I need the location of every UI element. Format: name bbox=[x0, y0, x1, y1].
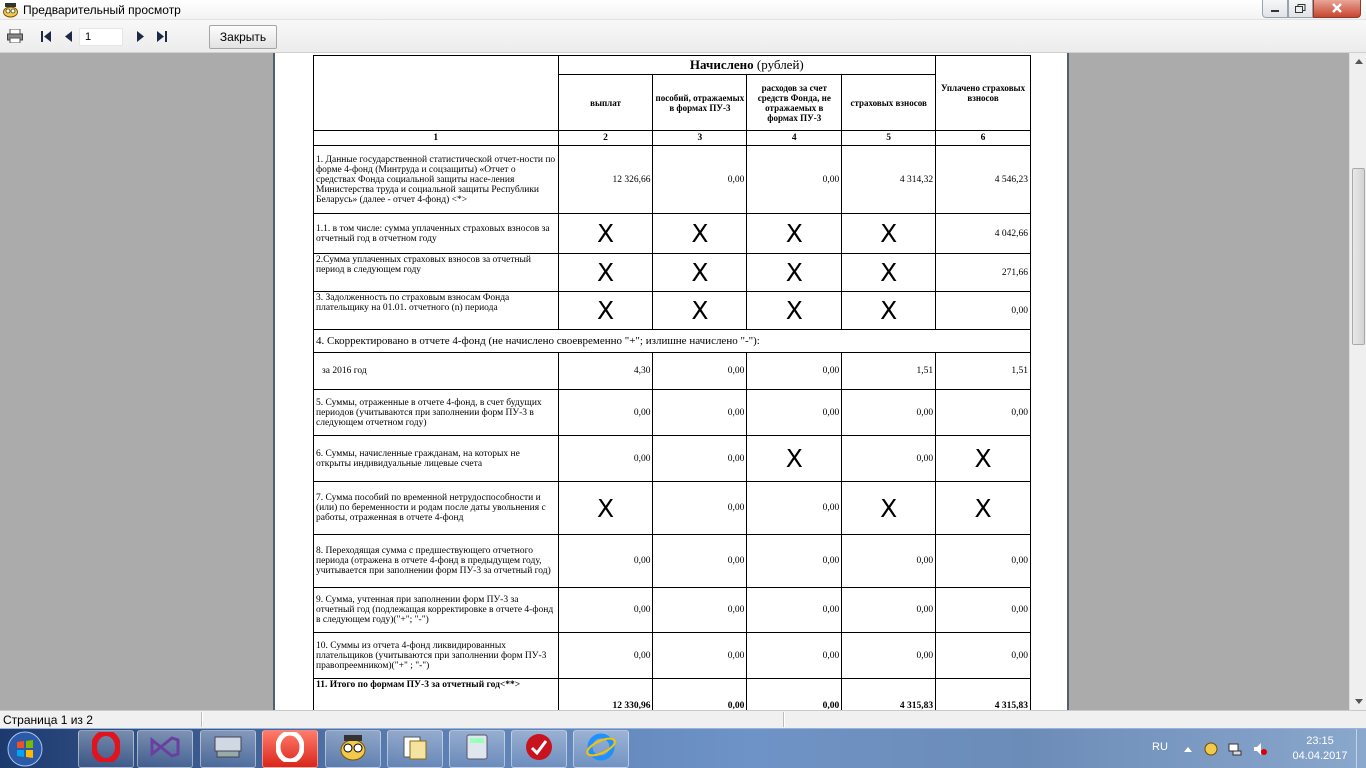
cell-value: 4 546,23 bbox=[936, 146, 1031, 214]
cell-value: 0,00 bbox=[747, 353, 842, 390]
printer-icon[interactable] bbox=[7, 29, 23, 43]
taskbar-visual-studio[interactable] bbox=[137, 730, 193, 768]
cell-value: 0,00 bbox=[936, 390, 1031, 436]
close-preview-button[interactable]: Закрыть bbox=[209, 25, 277, 49]
row-label: 3. Задолженность по страховым взносам Фонда плательщику на 01.01. отчетного (n) периода bbox=[314, 292, 559, 330]
taskbar-clock[interactable] bbox=[1290, 734, 1350, 764]
table-row bbox=[314, 353, 1031, 390]
clock-date: 04.04.2017 bbox=[1292, 750, 1348, 762]
cell-value: 0,00 bbox=[653, 146, 747, 214]
page-info: Страница 1 из 2 bbox=[3, 713, 93, 727]
cell-value: 12 326,66 bbox=[558, 146, 653, 214]
cross-mark: X bbox=[747, 214, 842, 254]
cell-value: 0,00 bbox=[936, 292, 1031, 330]
row-label: 8. Переходящая сумма с предшествующего отчетного периода (отражена в отчете 4-фонд в предыдущем году, учитывается при заполнении форм ПУ-3 за отчетный год) bbox=[314, 535, 559, 588]
cell-value: 0,00 bbox=[558, 390, 653, 436]
col-index: 3 bbox=[653, 131, 747, 146]
cell-value: 4 042,66 bbox=[936, 214, 1031, 254]
cross-mark: X bbox=[558, 214, 653, 254]
cell-value: 0,00 bbox=[653, 588, 747, 633]
volume-muted-icon[interactable] bbox=[1253, 742, 1267, 756]
cell-value: 0,00 bbox=[842, 588, 936, 633]
cell-value: 0,00 bbox=[747, 482, 842, 535]
opera-icon bbox=[276, 732, 304, 767]
calculator-icon bbox=[465, 733, 489, 766]
row-label: 11. Итого по формам ПУ-3 за отчетный год<**> bbox=[314, 679, 559, 711]
cell-value: 0,00 bbox=[653, 390, 747, 436]
cell-value: 0,00 bbox=[842, 535, 936, 588]
cell-value: 1,51 bbox=[842, 353, 936, 390]
cross-mark: X bbox=[653, 214, 747, 254]
close-icon bbox=[1331, 0, 1343, 18]
taskbar-calculator[interactable] bbox=[449, 730, 505, 768]
row-label: 2.Сумма уплаченных страховых взносов за отчетный период в следующем году bbox=[314, 254, 559, 292]
col-index: 2 bbox=[558, 131, 653, 146]
section-4-heading: 4. Скорректировано в отчете 4-фонд (не начислено своевременно "+"; излишне начислено "-"): bbox=[314, 330, 1031, 353]
cross-mark: X bbox=[558, 292, 653, 330]
first-page-icon[interactable] bbox=[38, 29, 54, 43]
cross-mark: X bbox=[747, 254, 842, 292]
rabbit-app-icon bbox=[2, 2, 19, 18]
cell-value: 271,66 bbox=[936, 254, 1031, 292]
col-index: 4 bbox=[747, 131, 842, 146]
cell-value: 0,00 bbox=[653, 535, 747, 588]
cell-value: 4 315,83 bbox=[936, 679, 1031, 711]
last-page-icon[interactable] bbox=[154, 29, 170, 43]
row-label: 5. Суммы, отраженные в отчете 4-фонд, в счет будущих периодов (учитываются при заполнении форм ПУ-3 в следующем отчетном году) bbox=[314, 390, 559, 436]
preview-viewport[interactable] bbox=[0, 53, 1349, 710]
table-row bbox=[314, 436, 1031, 482]
row-label: 7. Сумма пособий по временной нетрудоспособности и (или) по беременности и родам после даты увольнения с работы, отраженная в отчете 4-фонд bbox=[314, 482, 559, 535]
cell-value: 0,00 bbox=[747, 146, 842, 214]
prev-page-icon[interactable] bbox=[61, 29, 77, 43]
cross-mark: X bbox=[842, 292, 936, 330]
taskbar-opera[interactable] bbox=[78, 730, 134, 768]
header-blank-cell bbox=[314, 56, 559, 131]
header-paid: Уплачено страховых взносов bbox=[936, 56, 1031, 131]
cell-value: 0,00 bbox=[747, 679, 842, 711]
cell-value: 1,51 bbox=[936, 353, 1031, 390]
cell-value: 0,00 bbox=[936, 633, 1031, 679]
cross-mark: X bbox=[558, 482, 653, 535]
cross-mark: X bbox=[747, 292, 842, 330]
cell-value: 0,00 bbox=[558, 633, 653, 679]
table-row bbox=[314, 535, 1031, 588]
windows-start-icon[interactable] bbox=[2, 730, 48, 768]
table-row bbox=[314, 633, 1031, 679]
documents-icon bbox=[400, 733, 430, 766]
cell-value: 0,00 bbox=[653, 482, 747, 535]
col-index: 6 bbox=[936, 131, 1031, 146]
status-divider bbox=[783, 712, 785, 727]
page-number-input[interactable] bbox=[79, 28, 123, 46]
cell-value: 0,00 bbox=[936, 588, 1031, 633]
table-row bbox=[314, 330, 1031, 353]
taskbar bbox=[0, 728, 1366, 768]
row-label: за 2016 год bbox=[314, 353, 559, 390]
keyboard-icon bbox=[213, 735, 243, 764]
table-row bbox=[314, 146, 1031, 214]
cross-mark: X bbox=[747, 436, 842, 482]
row-label: 6. Суммы, начисленные гражданам, на которых не открыты индивидуальные лицевые счета bbox=[314, 436, 559, 482]
cross-mark: X bbox=[558, 254, 653, 292]
table-row bbox=[314, 390, 1031, 436]
scroll-up-icon[interactable] bbox=[1350, 53, 1366, 70]
header-fund-expenses: расходов за счет средств Фонда, не отражаемых в формах ПУ-3 bbox=[747, 75, 842, 131]
cell-value: 4 314,32 bbox=[842, 146, 936, 214]
cell-value: 0,00 bbox=[653, 353, 747, 390]
row-label: 1. Данные государственной статистической отчет-ности по форме 4-фонд (Минтруда и соцзащиты) «Отчет о средствах Фонда социальной защиты насе-ления Министерства труда и социальной защиты Республики Беларусь» (далее - отчет 4-фонд) <*> bbox=[314, 146, 559, 214]
tray-app-icon[interactable] bbox=[1204, 742, 1218, 756]
header-benefits: пособий, отражаемых в формах ПУ-3 bbox=[653, 75, 747, 131]
cross-mark: X bbox=[842, 482, 936, 535]
network-icon[interactable] bbox=[1228, 742, 1242, 756]
tray-expand-icon[interactable] bbox=[1181, 742, 1195, 756]
report-table bbox=[313, 55, 1031, 710]
acrobat-icon bbox=[524, 732, 554, 767]
cell-value: 0,00 bbox=[842, 390, 936, 436]
col-index: 1 bbox=[314, 131, 559, 146]
minimize-button[interactable] bbox=[1262, 0, 1288, 18]
cross-mark: X bbox=[936, 436, 1031, 482]
cell-value: 0,00 bbox=[747, 390, 842, 436]
vertical-scrollbar[interactable] bbox=[1349, 53, 1366, 710]
header-accrued: Начислено (рублей) bbox=[558, 56, 936, 75]
keyboard-language[interactable]: RU bbox=[1152, 741, 1168, 753]
window-title: Предварительный просмотр bbox=[23, 3, 181, 17]
table-row bbox=[314, 292, 1031, 330]
cell-value: 0,00 bbox=[747, 633, 842, 679]
taskbar-rabbit-app[interactable] bbox=[325, 730, 381, 768]
header-contributions: страховых взносов bbox=[842, 75, 936, 131]
col-index: 5 bbox=[842, 131, 936, 146]
show-desktop-button[interactable] bbox=[1356, 729, 1366, 768]
cell-value: 0,00 bbox=[936, 535, 1031, 588]
table-row bbox=[314, 679, 1031, 711]
taskbar-opera-active[interactable] bbox=[262, 730, 318, 768]
close-window-button[interactable] bbox=[1313, 0, 1361, 18]
cell-value: 0,00 bbox=[747, 535, 842, 588]
status-bar bbox=[0, 710, 1366, 728]
cell-value: 0,00 bbox=[558, 535, 653, 588]
cell-value: 0,00 bbox=[842, 436, 936, 482]
internet-explorer-icon bbox=[586, 732, 616, 767]
taskbar-acrobat[interactable] bbox=[511, 730, 567, 768]
report-page bbox=[273, 53, 1069, 710]
clock-time: 23:15 bbox=[1306, 735, 1334, 747]
cell-value: 4,30 bbox=[558, 353, 653, 390]
cell-value: 0,00 bbox=[558, 588, 653, 633]
rabbit-app-icon bbox=[338, 733, 368, 766]
title-bar bbox=[0, 0, 1366, 20]
table-row bbox=[314, 254, 1031, 292]
status-divider bbox=[201, 712, 203, 727]
row-label: 9. Сумма, учтенная при заполнении форм ПУ-3 за отчетный год (подлежащая корректировке в отчете 4-фонд в следующем году)("+"; "-") bbox=[314, 588, 559, 633]
cell-value: 12 330,96 bbox=[558, 679, 653, 711]
cross-mark: X bbox=[842, 254, 936, 292]
row-label: 1.1. в том числе: сумма уплаченных страховых взносов за отчетный год в отчетном году bbox=[314, 214, 559, 254]
scroll-down-icon[interactable] bbox=[1350, 693, 1366, 710]
table-row bbox=[314, 214, 1031, 254]
cross-mark: X bbox=[842, 214, 936, 254]
cell-value: 0,00 bbox=[558, 436, 653, 482]
taskbar-keyboard[interactable] bbox=[200, 730, 256, 768]
table-row bbox=[314, 588, 1031, 633]
taskbar-documents[interactable] bbox=[387, 730, 443, 768]
visual-studio-icon bbox=[150, 734, 180, 765]
cell-value: 0,00 bbox=[653, 436, 747, 482]
cell-value: 0,00 bbox=[842, 633, 936, 679]
cell-value: 0,00 bbox=[653, 633, 747, 679]
minimize-icon bbox=[1270, 0, 1280, 18]
maximize-button[interactable] bbox=[1288, 0, 1313, 18]
cross-mark: X bbox=[653, 254, 747, 292]
taskbar-internet-explorer[interactable] bbox=[573, 730, 629, 768]
table-row bbox=[314, 482, 1031, 535]
row-label: 10. Суммы из отчета 4-фонд ликвидированных плательщиков (учитываются при заполнении форм ПУ-3 правопреемником)("+" ; "-") bbox=[314, 633, 559, 679]
next-page-icon[interactable] bbox=[132, 29, 148, 43]
header-payments: выплат bbox=[558, 75, 653, 131]
cross-mark: X bbox=[936, 482, 1031, 535]
cell-value: 4 315,83 bbox=[842, 679, 936, 711]
maximize-icon bbox=[1295, 0, 1306, 18]
cell-value: 0,00 bbox=[653, 679, 747, 711]
toolbar bbox=[0, 20, 1366, 53]
scroll-thumb[interactable] bbox=[1352, 168, 1365, 345]
cell-value: 0,00 bbox=[747, 588, 842, 633]
cross-mark: X bbox=[653, 292, 747, 330]
opera-icon bbox=[92, 732, 120, 767]
